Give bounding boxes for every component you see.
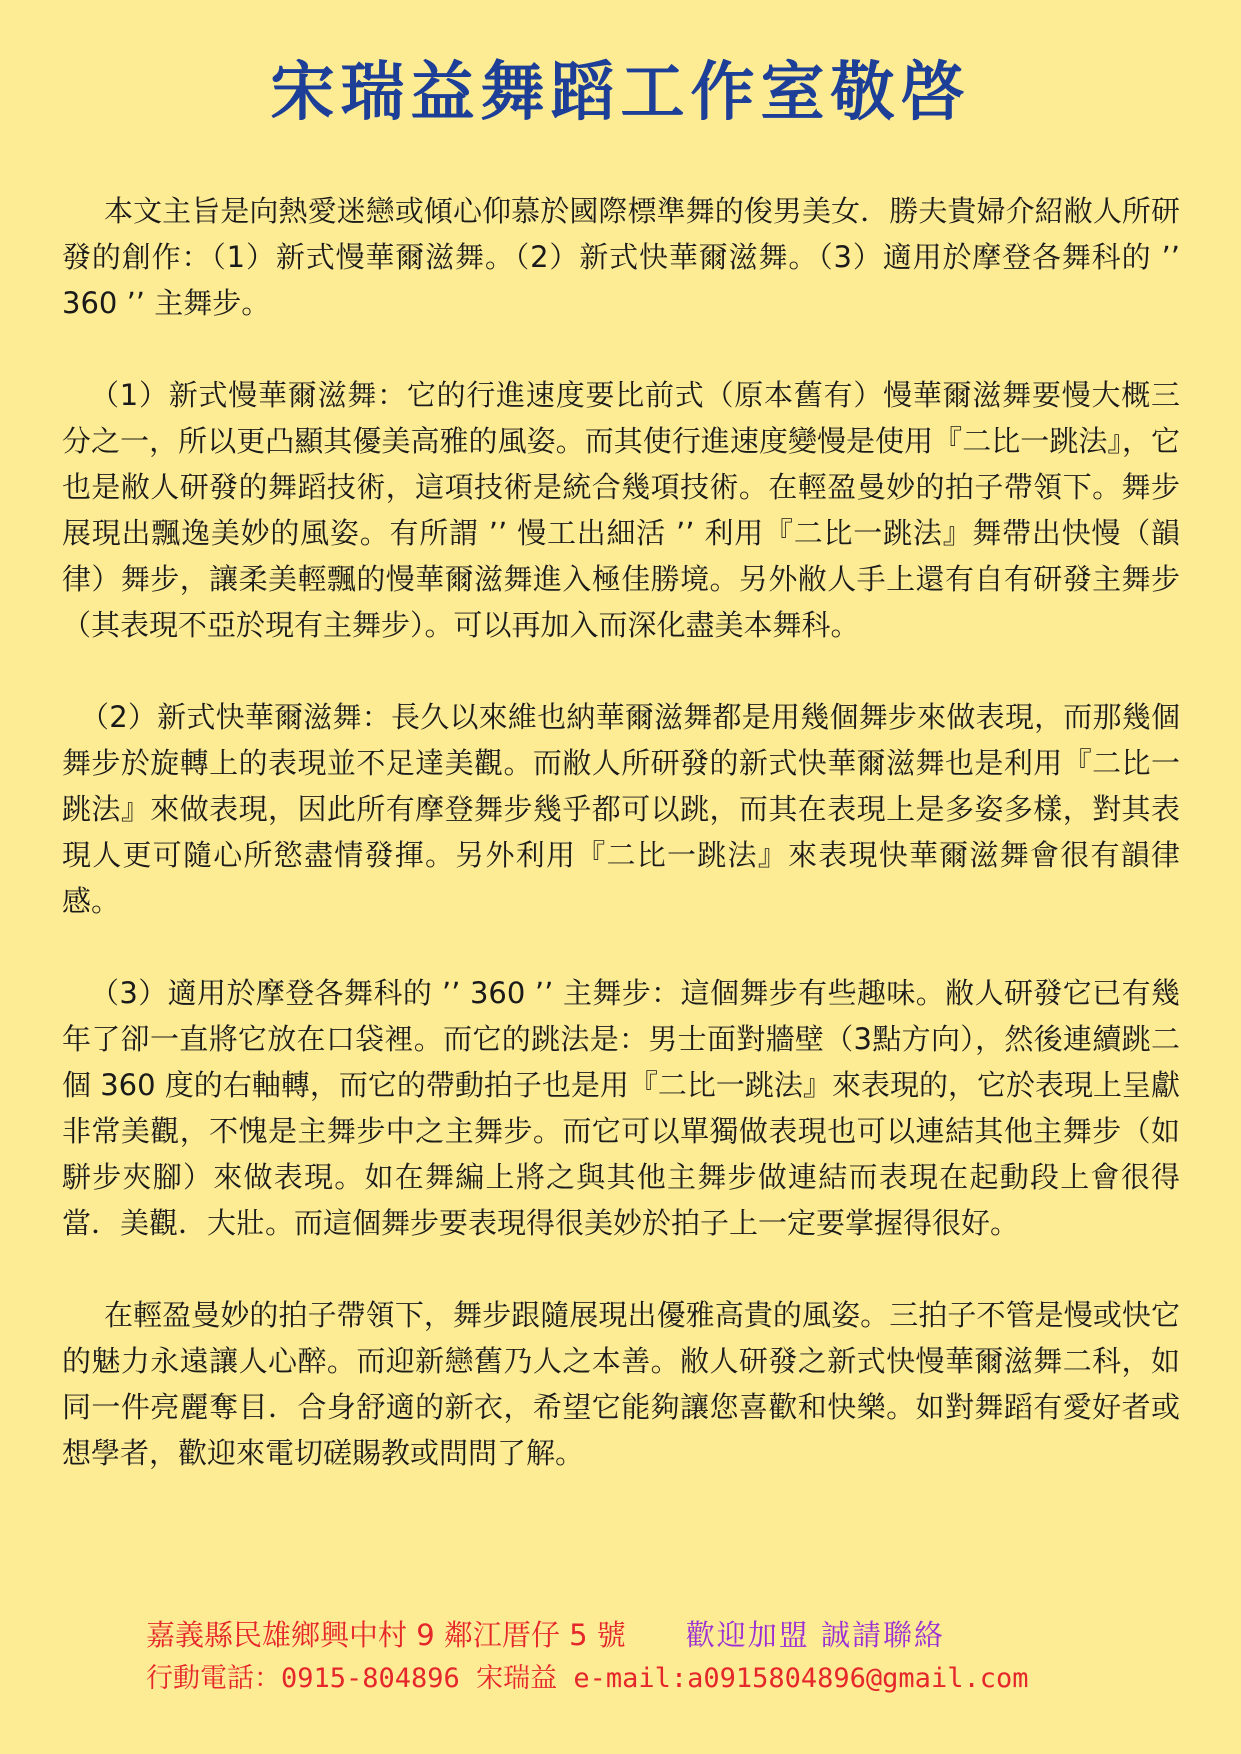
address-text: 嘉義縣民雄鄉興中村 9 鄰江厝仔 5 號: [146, 1618, 626, 1652]
footer-line-contact: [146, 1656, 1206, 1700]
welcome-text: 歡迎加盟 誠請聯絡: [685, 1618, 945, 1652]
page-title: 宋瑞益舞蹈工作室敬啓: [270, 55, 971, 130]
footer-line-address: [146, 1614, 1206, 1656]
step-360-paragraph: （3）適用於摩登各舞科的 ’’ 360 ’’ 主舞步：這個舞步有些趣味。敝人研發它已有幾年了卻一直將它放在口袋裡。而它的跳法是：男士面對牆壁（3點方向），然後連續跳二個 360 度的右軸轉，而它的帶動拍子也是用『二比一跳法』來表現的，它於表現上呈獻非常美觀，不愧是主舞步中之主舞步。而它可以單獨做表現也可以連結其他主舞步（如駢步夾腳）來做表現。如在舞編上將之與其他主舞步做連結而表現在起動段上會很得當．美觀．大壯。而這個舞步要表現得很美妙於拍子上一定要掌握得很好。: [62, 976, 1180, 1240]
fast-waltz-paragraph: （2）新式快華爾滋舞：長久以來維也納華爾滋舞都是用幾個舞步來做表現，而那幾個舞步於旋轉上的表現並不足達美觀。而敝人所研發的新式快華爾滋舞也是利用『二比一跳法』來做表現，因此所有摩登舞步幾乎都可以跳，而其在表現上是多姿多樣，對其表現人更可隨心所慾盡情發揮。另外利用『二比一跳法』來表現快華爾滋舞會很有韻律感。: [62, 700, 1180, 918]
footer: [146, 1614, 1206, 1700]
body-text: [62, 188, 1180, 1522]
contact-text: 行動電話：0915-804896 宋瑞益 e-mail:a0915804896@gmail.com: [146, 1663, 1029, 1694]
intro-paragraph: 本文主旨是向熱愛迷戀或傾心仰慕於國際標準舞的俊男美女．勝夫貴婦介紹敝人所研發的創作：（1）新式慢華爾滋舞。（2）新式快華爾滋舞。（3）適用於摩登各舞科的 ’’ 360 ’’ 主舞步。: [62, 194, 1180, 320]
closing-paragraph: 在輕盈曼妙的拍子帶領下，舞步跟隨展現出優雅高貴的風姿。三拍子不管是慢或快它的魅力永遠讓人心醉。而迎新戀舊乃人之本善。敝人研發之新式快慢華爾滋舞二科，如同一件亮麗奪目．合身舒適的新衣，希望它能夠讓您喜歡和快樂。如對舞蹈有愛好者或想學者，歡迎來電切磋賜教或問問了解。: [62, 1298, 1180, 1470]
slow-waltz-paragraph: （1）新式慢華爾滋舞：它的行進速度要比前式（原本舊有）慢華爾滋舞要慢大概三分之一，所以更凸顯其優美高雅的風姿。而其使行進速度變慢是使用『二比一跳法』，它也是敝人研發的舞蹈技術，這項技術是統合幾項技術。在輕盈曼妙的拍子帶領下。舞步展現出飄逸美妙的風姿。有所謂 ’’ 慢工出細活 ’’ 利用『二比一跳法』舞帶出快慢（韻律）舞步，讓柔美輕飄的慢華爾滋舞進入極佳勝境。另外敝人手上還有自有研發主舞步（其表現不亞於現有主舞步）。可以再加入而深化盡美本舞科。: [62, 378, 1180, 642]
